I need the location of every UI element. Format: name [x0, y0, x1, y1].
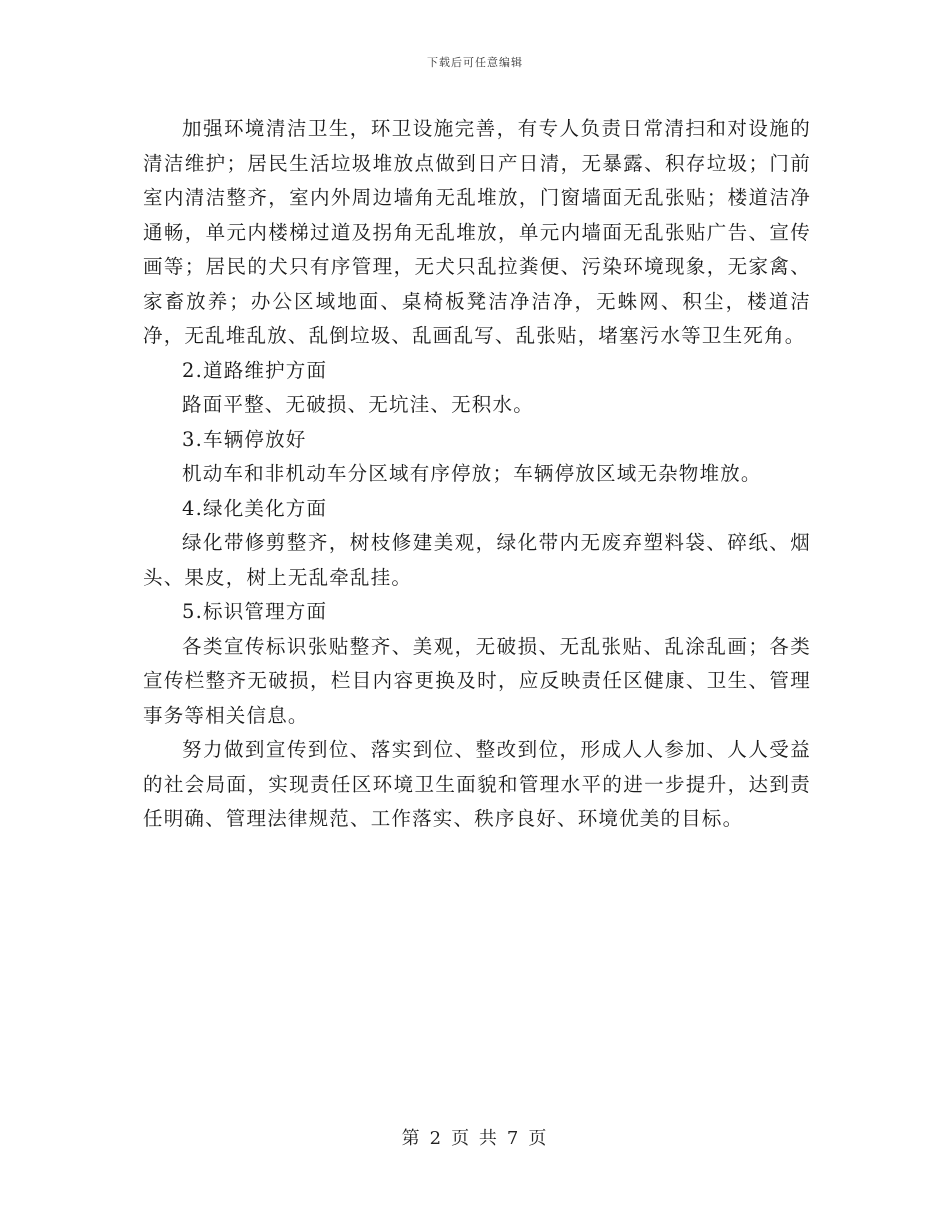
- paragraph-signage: 各类宣传标识张贴整齐、美观，无破损、无乱张贴、乱涂乱画；各类宣传栏整齐无破损，栏目内容更换及时，应反映责任区健康、卫生、管理事务等相关信息。: [143, 634, 811, 727]
- paragraph-sanitation: 加强环境清洁卫生，环卫设施完善，有专人负责日常清扫和对设施的清洁维护；居民生活垃圾堆放点做到日产日清，无暴露、积存垃圾；门前室内清洁整齐，室内外周边墙角无乱堆放，门窗墙面无乱张贴；楼道洁净通畅，单元内楼梯过道及拐角无乱堆放，单元内墙面无乱张贴广告、宣传画等；居民的犬只有序管理，无犬只乱拉粪便、污染环境现象，无家禽、家畜放养；办公区域地面、桌椅板凳洁净洁净，无蛛网、积尘，楼道洁净，无乱堆乱放、乱倒垃圾、乱画乱写、乱张贴，堵塞污水等卫生死角。: [143, 117, 811, 347]
- heading-road-maintenance: 2.道路维护方面: [182, 358, 328, 382]
- footer-middle: 页 共: [451, 1128, 499, 1149]
- heading-greening: 4.绿化美化方面: [182, 496, 328, 520]
- paragraph-vehicle-parking: 机动车和非机动车分区域有序停放；车辆停放区域无杂物堆放。: [182, 462, 762, 485]
- paragraph-road-maintenance: 路面平整、无破损、无坑洼、无积水。: [182, 393, 534, 416]
- footer-suffix: 页: [528, 1128, 549, 1149]
- footer-prefix: 第: [401, 1128, 422, 1149]
- document-body: [143, 112, 811, 837]
- total-pages: 7: [506, 1128, 521, 1149]
- page-number: 2: [429, 1128, 444, 1149]
- heading-vehicle-parking: 3.车辆停放好: [182, 427, 307, 451]
- page-footer: [0, 1124, 950, 1150]
- page-header: 下载后可任意编辑: [427, 56, 523, 69]
- heading-signage: 5.标识管理方面: [182, 600, 328, 623]
- paragraph-greening: 绿化带修剪整齐，树枝修建美观，绿化带内无废弃塑料袋、碎纸、烟头、果皮，树上无乱牵乱挂。: [143, 531, 811, 589]
- paragraph-conclusion: 努力做到宣传到位、落实到位、整改到位，形成人人参加、人人受益的社会局面，实现责任区环境卫生面貌和管理水平的进一步提升，达到责任明确、管理法律规范、工作落实、秩序良好、环境优美的目标。: [143, 738, 811, 830]
